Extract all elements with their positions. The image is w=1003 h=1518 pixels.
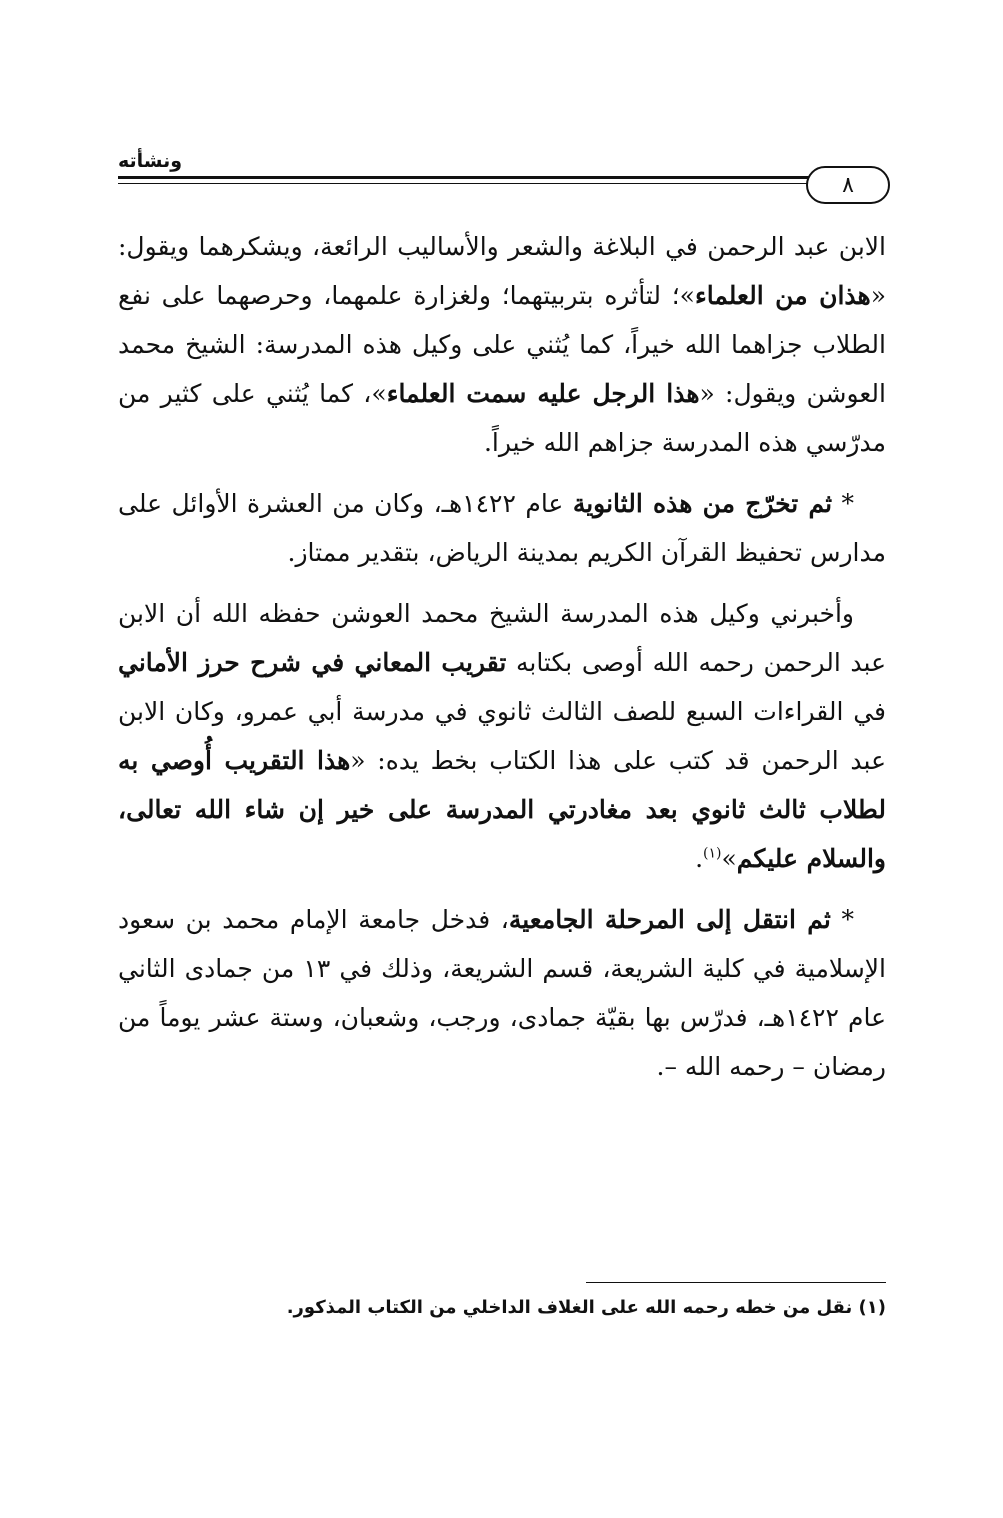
bold-book-title: تقريب المعاني في شرح حرز الأماني (118, 648, 507, 677)
footnote: (١) نقل من خطه رحمه الله على الغلاف الداخلي من الكتاب المذكور. (286, 1297, 886, 1318)
paragraph-3 (118, 589, 886, 883)
header-rule-thin (118, 183, 810, 184)
text-run: في القراءات السبع للصف الثالث ثانوي في مدرسة أبي عمرو، وكان الابن عبد الرحمن قد كتب على هذا الكتاب بخط يده: « (118, 697, 886, 775)
running-title: ونشأته (118, 150, 183, 172)
text-run: ، فدخل جامعة الإمام محمد بن سعود الإسلامية في كلية الشريعة، قسم الشريعة، وذلك في ١٣ من جمادى الثاني عام ١٤٢٢هـ، فدرّس بها بقيّة جمادى، ورجب، وشعبان، وستة عشر يوماً من رمضان – رحمه الله –. (118, 905, 887, 1081)
footnote-separator (586, 1282, 886, 1283)
bold-quote: هذان من العلماء (694, 281, 871, 310)
text-run: »؛ لتأثره بتربيتهما؛ ولغزارة علمهما، وحرصهما على نفع الطلاب جزاهما الله خيراً، كما يُثني على وكيل هذه المدرسة: الشيخ محمد العوشن ويقول: « (118, 281, 886, 408)
text-run: . (695, 844, 704, 873)
bold-heading: ثم انتقل إلى المرحلة الجامعية (508, 905, 831, 934)
bullet-star: * (830, 905, 854, 934)
page-number: ٨ (806, 166, 890, 204)
text-run: وأخبرني وكيل هذه المدرسة الشيخ محمد العوشن حفظه الله أن الابن عبد الرحمن رحمه الله أوصى بكتابه (118, 599, 886, 677)
paragraph-4 (118, 895, 886, 1091)
footnote-ref[interactable]: (١) (703, 845, 722, 862)
bullet-star: * (832, 489, 854, 518)
header-rule-thick (118, 176, 810, 179)
bold-quote: هذا التقريب أُوصي به لطلاب ثالث ثانوي بعد مغادرتي المدرسة على خير إن شاء الله تعالى، والسلام عليكم (118, 746, 886, 873)
bold-quote: هذا الرجل عليه سمت العلماء (386, 379, 700, 408)
paragraph-2 (118, 479, 886, 577)
text-run: »، كما يُثني على كثير من مدرّسي هذه المدرسة جزاهم الله خيراً. (118, 379, 886, 457)
bold-heading: ثم تخرّج من هذه الثانوية (572, 489, 833, 518)
text-run: عام ١٤٢٢هـ، وكان من العشرة الأوائل على مدارس تحفيظ القرآن الكريم بمدينة الرياض، بتقدير ممتاز. (118, 489, 886, 567)
text-run: الابن عبد الرحمن في البلاغة والشعر والأساليب الرائعة، ويشكرهما ويقول: « (118, 232, 886, 310)
paragraph-1 (118, 222, 886, 467)
text-run: » (721, 844, 737, 873)
main-text (118, 222, 886, 1091)
